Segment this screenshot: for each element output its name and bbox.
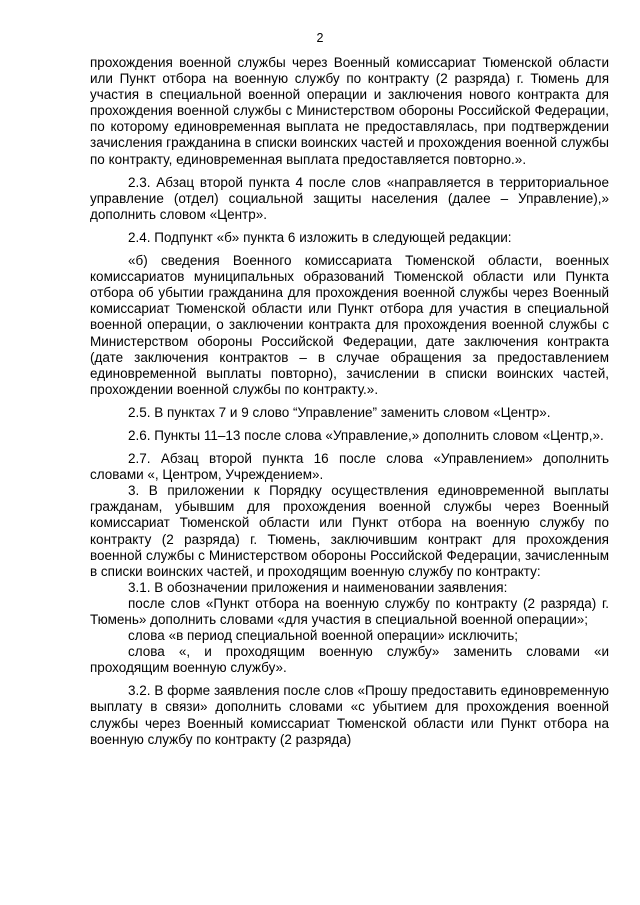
paragraph-2-3: 2.3. Абзац второй пункта 4 после слов «направляется в территориальное управление (отдел) социальной защиты населения (далее – Управление),» дополнить словом «Центр». [90, 174, 609, 222]
page-number: 2 [316, 31, 324, 45]
document-body [90, 55, 609, 748]
paragraph-3-1-a: после слов «Пункт отбора на военную службу по контракту (2 разряда) г. Тюмень» дополнить словами «для участия в специальной военной операции»; [90, 595, 609, 627]
paragraph-2-4: 2.4. Подпункт «б» пункта 6 изложить в следующей редакции: [128, 229, 512, 245]
paragraph-3-1-c: слова «, и проходящим военную службу» заменить словами «и проходящим военную службу». [90, 644, 609, 676]
paragraph-3-2: 3.2. В форме заявления после слов «Прошу предоставить единовременную выплату в связи» дополнить словами «с убытием для прохождения военной службы через Военный комиссариат Тюменской области или Пункт отбора на военную службу по контракту (2 разряда) [90, 683, 609, 747]
paragraph-2-6: 2.6. Пункты 11–13 после слова «Управление,» дополнить словом «Центр,». [128, 427, 604, 443]
paragraph-2-4-b: «б) сведения Военного комиссариата Тюменской области, военных комиссариатов муниципальных образований Тюменской области или Пункта отбора об убытии гражданина для прохождения военной службы через Военный комиссариат Тюменской области или Пункт отбора для участия в специальной военной операции, о заключении контракта для прохождения военной службы с Министерством обороны Российской Федерации, дате заключения контракта (дате заключения контрактов – в случае обращения за предоставлением единовременной выплаты повторно), зачислении в списки воинских частей, прохождении военной службы по контракту.». [90, 253, 609, 397]
paragraph-2-5: 2.5. В пунктах 7 и 9 слово “Управление” заменить словом «Центр». [128, 404, 551, 420]
paragraph-2-7: 2.7. Абзац второй пункта 16 после слова «Управлением» дополнить словами «, Центром, Учреждением». [90, 451, 609, 483]
paragraph-3: 3. В приложении к Порядку осуществления единовременной выплаты гражданам, убывшим для прохождения военной службы через Военный комиссариат Тюменской области или Пункт отбора на военную службу по контракту (2 разряда) г. Тюмень, заключившим контракт для прохождения военной службы с Министерством обороны Российской Федерации, зачисленным в списки воинских частей, и проходящим военную службу по контракту: [90, 483, 609, 579]
paragraph-3-1: 3.1. В обозначении приложения и наименовании заявления: [128, 579, 508, 595]
paragraph-continuation: прохождения военной службы через Военный комиссариат Тюменской области или Пункт отбора на военную службу по контракту (2 разряда) г. Тюмень для участия в специальной военной операции и заключения нового контракта для прохождения военной службы с Министерством обороны Российской Федерации, по которому единовременная выплата не предоставлялась, при подтверждении зачисления гражданина в списки воинских частей и прохождения военной службы по контракту, единовременная выплата предоставляется повторно.». [90, 55, 609, 167]
paragraph-3-1-b: слова «в период специальной военной операции» исключить; [128, 628, 518, 644]
